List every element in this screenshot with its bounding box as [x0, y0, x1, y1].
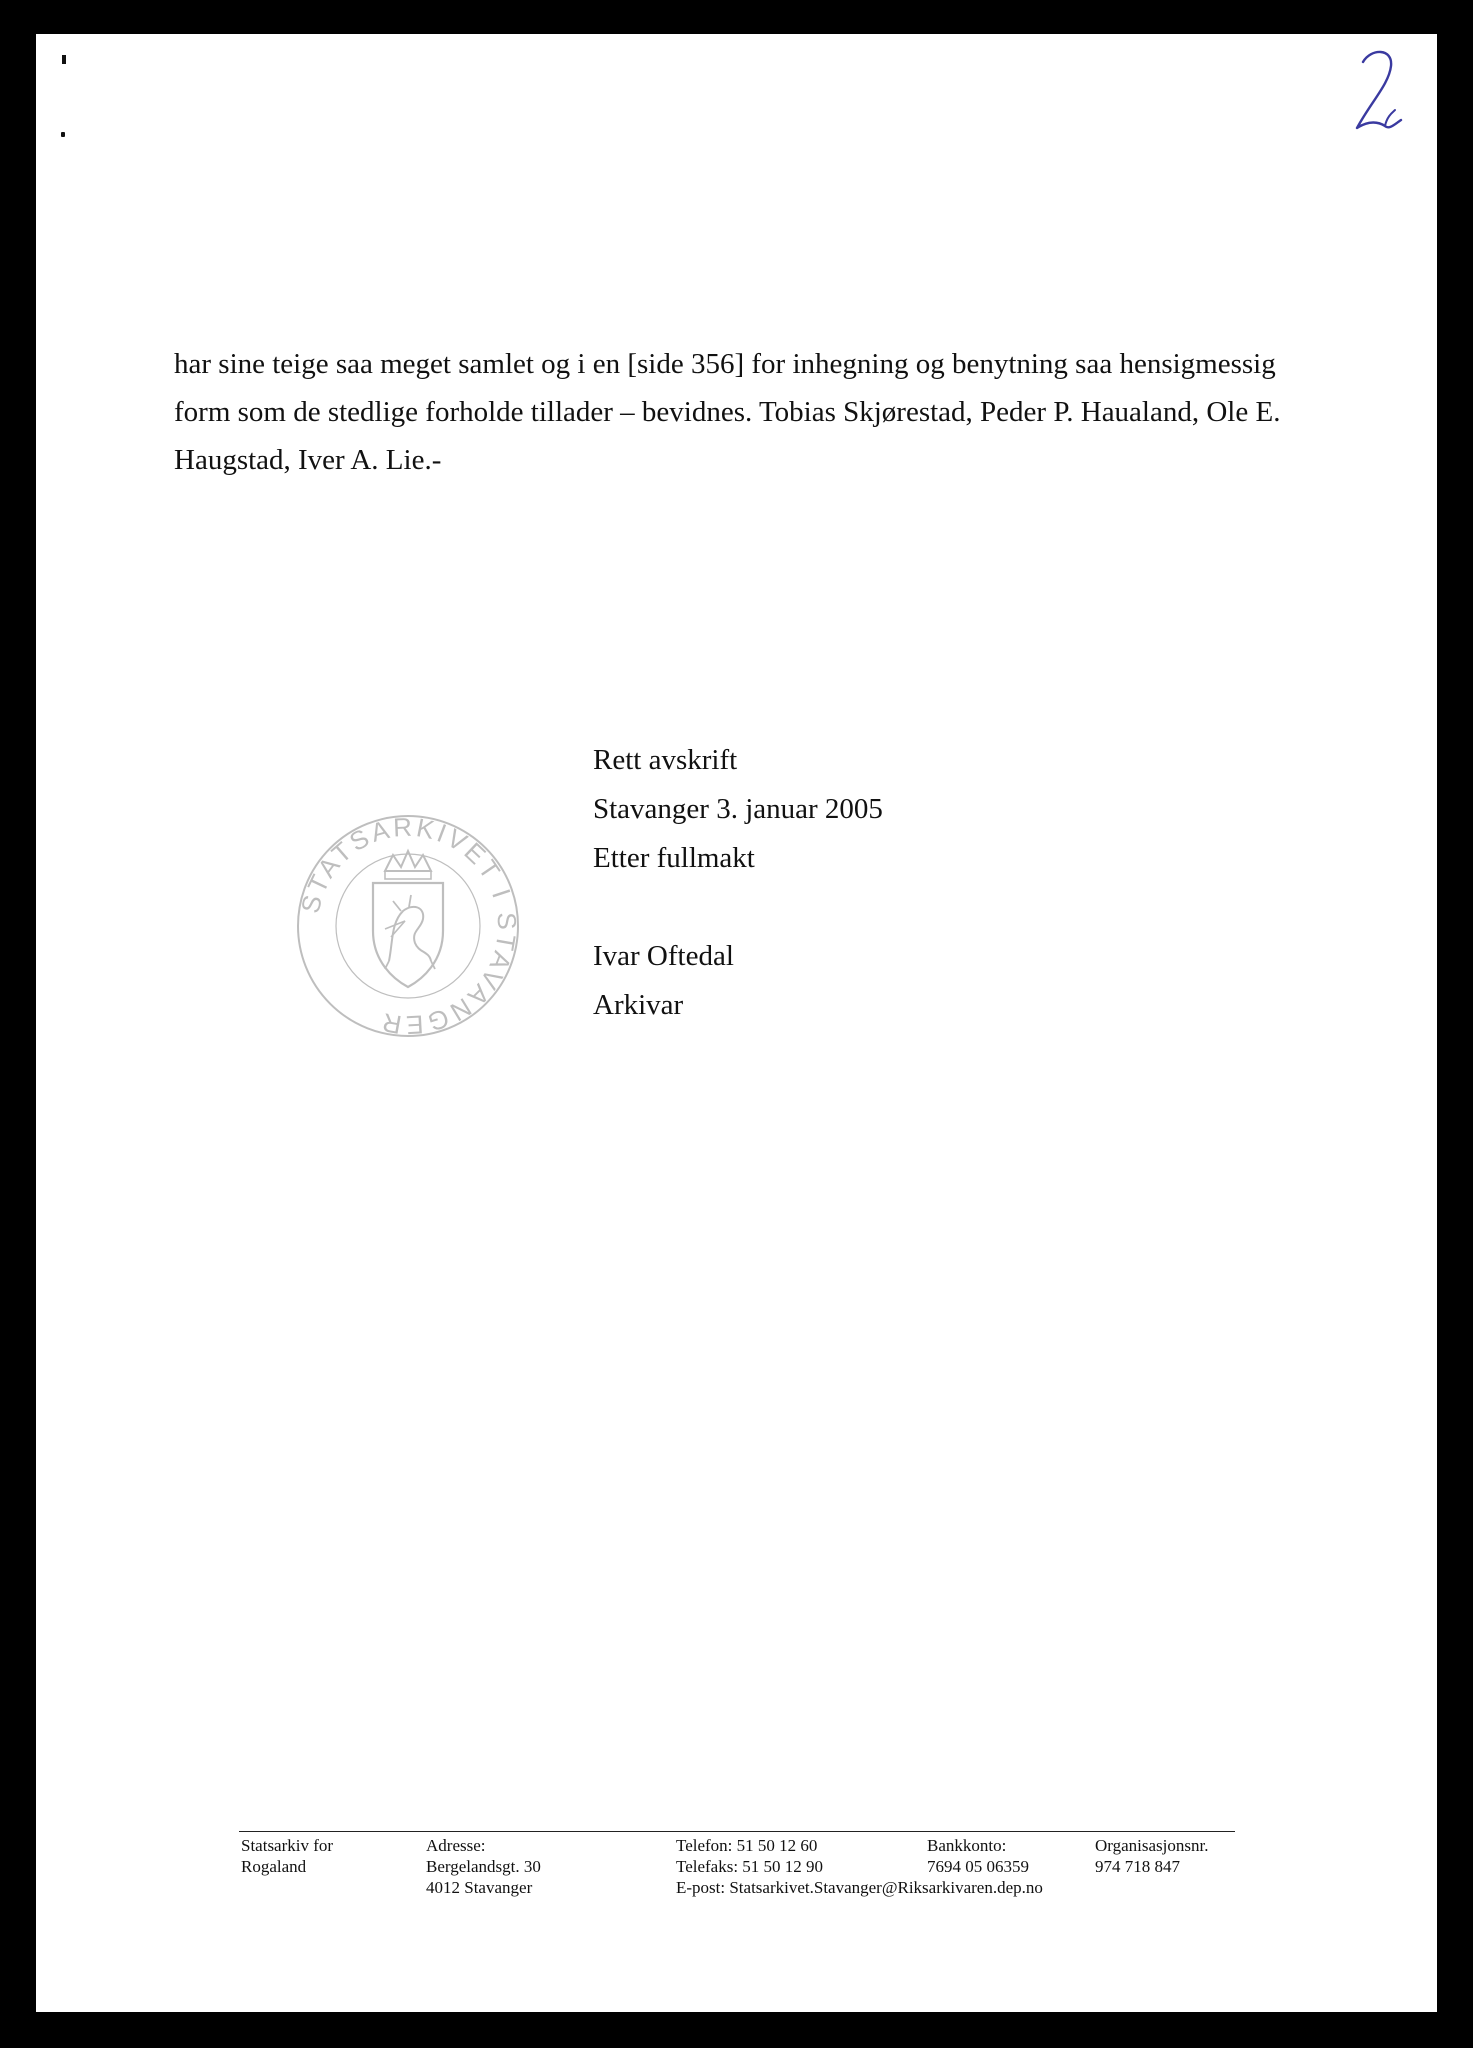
handwritten-page-number: [1349, 40, 1409, 140]
body-line: Haugstad, Iver A. Lie.-: [174, 444, 442, 476]
signer-name: Ivar Oftedal: [593, 940, 734, 972]
signer-title: Arkivar: [593, 989, 684, 1021]
footer-divider: [239, 1831, 1235, 1832]
address-line: 4012 Stavanger: [426, 1878, 533, 1897]
body-line: har sine teige saa meget samlet og i en [side 356] for inhegning og benytning saa hensigmessig: [174, 348, 1276, 380]
footer-address: [426, 1835, 541, 1898]
authority-note: Etter fullmakt: [593, 842, 755, 874]
body-line: form som de stedlige forholde tillader – bevidnes. Tobias Skjørestad, Peder P. Haualand, Ole E.: [174, 396, 1281, 428]
orgnr-label: Organisasjonsnr.: [1095, 1836, 1209, 1855]
orgnr-value: 974 718 847: [1095, 1857, 1180, 1876]
certification-label: Rett avskrift: [593, 744, 738, 776]
bank-number: 7694 05 06359: [927, 1857, 1029, 1876]
email-address: E-post: Statsarkivet.Stavanger@Riksarkivaren.dep.no: [676, 1878, 1043, 1897]
page-number-two-handwriting: [1349, 40, 1409, 140]
document-page: [36, 34, 1437, 2012]
scan-speck: [62, 55, 66, 64]
address-label: Adresse:: [426, 1836, 486, 1855]
scan-speck: [61, 132, 65, 137]
statsarkivet-seal-icon: [293, 811, 523, 1041]
bank-label: Bankkonto:: [927, 1836, 1007, 1855]
footer-organization: [241, 1835, 333, 1877]
place-date: Stavanger 3. januar 2005: [593, 793, 883, 825]
spacer: [593, 883, 883, 932]
footer-orgnr: [1095, 1835, 1209, 1877]
organization-line: Statsarkiv for: [241, 1836, 334, 1855]
transcribed-text: [174, 340, 1314, 484]
footer-bank: [927, 1835, 1029, 1877]
certification-block: [593, 736, 883, 1030]
organization-line: Rogaland: [241, 1857, 307, 1876]
svg-text:STATSARKIVET I STAVANGER: STATSARKIVET I STAVANGER: [294, 811, 523, 1041]
address-line: Bergelandsgt. 30: [426, 1857, 541, 1876]
telefon: Telefon: 51 50 12 60: [676, 1836, 818, 1855]
telefaks: Telefaks: 51 50 12 90: [676, 1857, 824, 1876]
official-stamp: [293, 811, 523, 1041]
